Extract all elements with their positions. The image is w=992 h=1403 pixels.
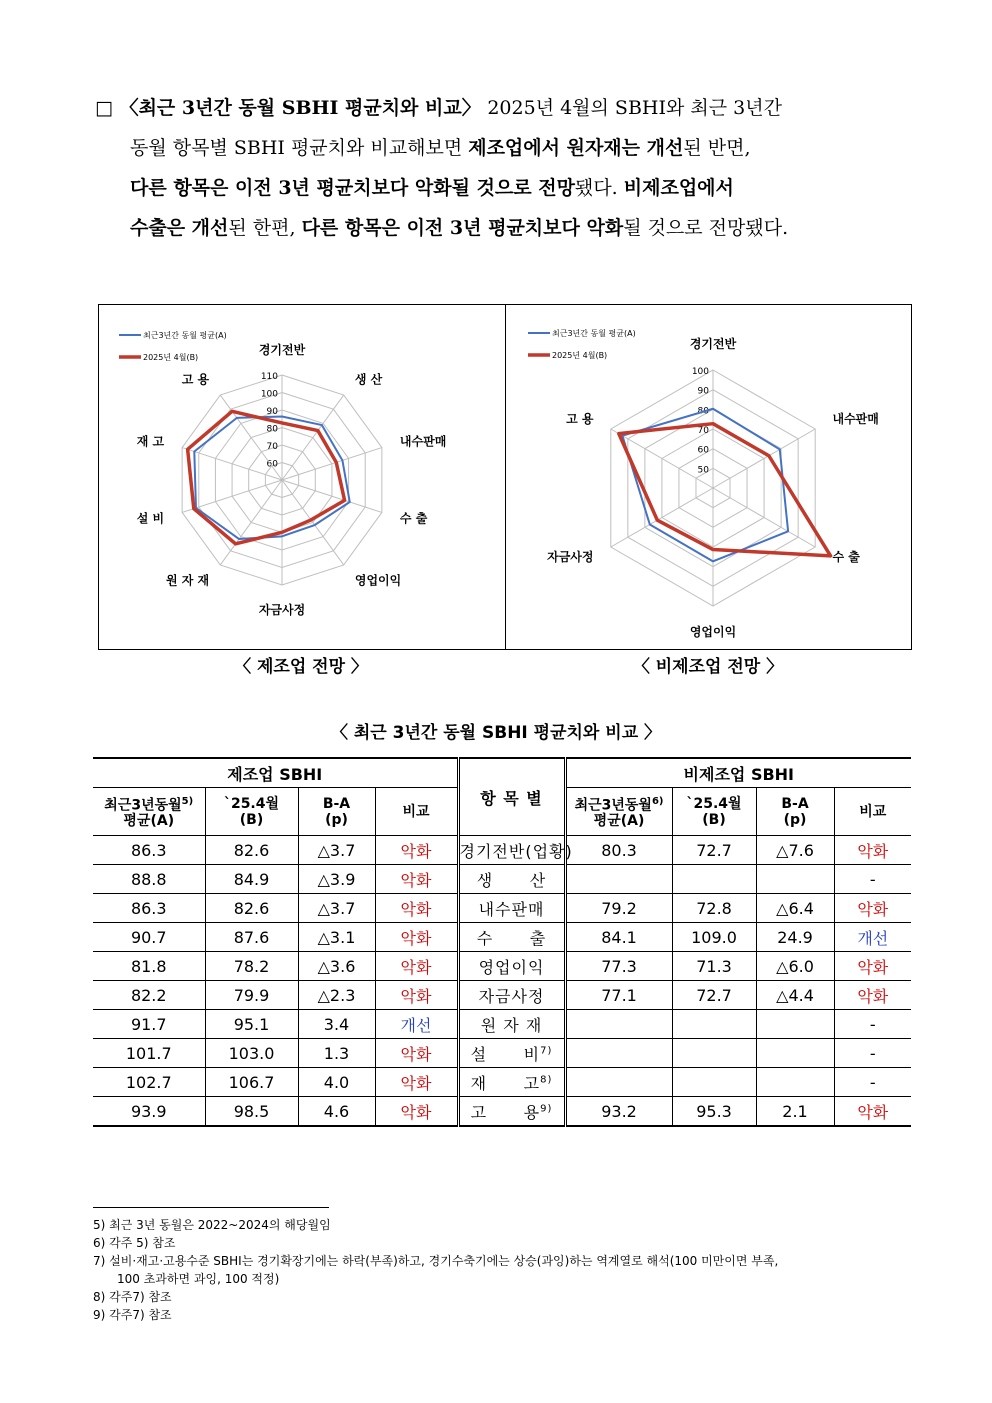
footnote-7: 7) 설비·재고·고용수준 SBHI는 경기확장기에는 하락(부족)하고, 경기수축기에는 상승(과잉)하는 역계열로 해석(100 미만이면 부족,	[93, 1254, 779, 1268]
table-row	[93, 1010, 911, 1039]
intro-emphasis: 수출은 개선	[130, 217, 229, 239]
footnote-ref: 7)	[540, 1045, 553, 1057]
footnote-8: 8) 각주7) 참조	[93, 1290, 172, 1304]
nonmfg-cur-cell	[672, 894, 756, 923]
intro-paragraph	[95, 88, 905, 248]
footnote-ref: 6)	[651, 795, 664, 807]
cell-text: 87.6	[233, 927, 270, 947]
mfg-avg-cell	[93, 836, 205, 865]
footnote-6: 6) 각주 5) 참조	[93, 1236, 176, 1250]
col-nonmfg-cmp: 비교	[834, 788, 911, 836]
nonmfg-cur-cell	[672, 865, 756, 894]
intro-text: 2025년 4월의 SBHI와 최근 3년간	[487, 97, 782, 119]
mfg-avg-cell	[93, 981, 205, 1010]
nonmfg-cmp-cell	[834, 894, 911, 923]
item-cell	[458, 1010, 565, 1039]
mfg-cmp-cell	[375, 952, 458, 981]
nonmfg-cmp-cell	[834, 836, 911, 865]
legend-label: 최근3년간 동월 평균(A)	[552, 329, 636, 338]
tick-label: 50	[697, 465, 709, 476]
cell-text: -	[869, 1072, 876, 1092]
cell-text: 개선	[400, 1015, 432, 1035]
mfg-diff-cell	[298, 1010, 375, 1039]
category-label: 생 산	[354, 372, 383, 387]
cell-text: △3.9	[317, 869, 356, 889]
nonmfg-cmp-cell	[834, 1039, 911, 1068]
intro-emphasis: 비제조업에서	[623, 177, 734, 199]
nonmfg-cur-cell	[672, 981, 756, 1010]
nonmfg-cur-cell	[672, 1068, 756, 1097]
nonmfg-avg-cell	[565, 894, 672, 923]
tick-label: 100	[691, 367, 709, 377]
item-cell	[458, 952, 565, 981]
mfg-cmp-cell	[375, 1068, 458, 1097]
cell-text: 103.0	[228, 1043, 275, 1063]
col-label: `25.4월	[686, 795, 742, 812]
col-nonmfg-diff	[756, 788, 834, 836]
mfg-diff-cell	[298, 865, 375, 894]
cell-text: 86.3	[130, 840, 167, 860]
category-label: 영업이익	[354, 573, 402, 588]
intro-text: 됐다.	[574, 177, 624, 199]
intro-line-2	[95, 128, 905, 168]
cell-text: 72.8	[696, 898, 732, 918]
manufacturing-chart-caption: 〈 제조업 전망 〉	[234, 657, 368, 677]
footnote-ref: 8)	[540, 1074, 553, 1086]
cell-text: 77.1	[601, 985, 637, 1005]
mfg-header: 제조업 SBHI	[93, 758, 458, 788]
mfg-diff-cell	[298, 1068, 375, 1097]
cell-text: △3.6	[317, 956, 356, 976]
category-label: 수 출	[832, 550, 860, 564]
col-label: `25.4월	[223, 795, 280, 812]
cell-text: 71.3	[696, 956, 732, 976]
cell-text: -	[869, 869, 876, 889]
cell-text: 86.3	[130, 898, 167, 918]
nonmfg-cur-cell	[672, 1039, 756, 1068]
cell-text: 95.3	[696, 1101, 732, 1121]
mfg-diff-cell	[298, 1097, 375, 1127]
col-label: B-A	[322, 795, 351, 812]
legend-label: 2025년 4월(B)	[143, 353, 199, 362]
category-label: 내수판매	[832, 412, 879, 426]
mfg-cur-cell	[205, 836, 298, 865]
series-line-current	[619, 424, 831, 556]
mfg-cur-cell	[205, 1010, 298, 1039]
mfg-avg-cell	[93, 894, 205, 923]
cell-text: 내수판매	[478, 899, 545, 919]
item-cell	[458, 923, 565, 952]
mfg-cur-cell	[205, 923, 298, 952]
mfg-diff-cell	[298, 1039, 375, 1068]
cell-text: 72.7	[696, 840, 732, 860]
nonmfg-cmp-cell	[834, 952, 911, 981]
cell-text: 원 자 재	[480, 1015, 543, 1035]
cell-text: △6.4	[776, 898, 814, 918]
nonmfg-header: 비제조업 SBHI	[565, 758, 911, 788]
radar-charts-frame	[98, 304, 912, 650]
grid-spoke	[282, 480, 344, 565]
col-label: B-A	[781, 795, 809, 812]
legend-label: 최근3년간 동월 평균(A)	[143, 331, 227, 340]
cell-text: 72.7	[696, 985, 732, 1005]
category-label: 수 출	[399, 511, 428, 526]
sbhi-comparison-table	[93, 757, 911, 1127]
cell-text: 102.7	[125, 1072, 172, 1092]
mfg-cmp-cell	[375, 865, 458, 894]
cell-text: 악화	[400, 841, 432, 861]
cell-text: 악화	[400, 899, 432, 919]
cell-text: 생 산	[476, 870, 547, 890]
mfg-diff-cell	[298, 836, 375, 865]
footnote-7-cont: 100 초과하면 과잉, 100 적정)	[117, 1272, 280, 1286]
nonmfg-cur-cell	[672, 1097, 756, 1127]
mfg-cmp-cell	[375, 923, 458, 952]
cell-text: 4.6	[323, 1101, 350, 1121]
mfg-cur-cell	[205, 981, 298, 1010]
mfg-cur-cell	[205, 865, 298, 894]
cell-text: 3.4	[323, 1014, 350, 1034]
item-cell	[458, 1097, 565, 1127]
mfg-cur-cell	[205, 952, 298, 981]
cell-text: -	[869, 1043, 876, 1063]
mfg-diff-cell	[298, 894, 375, 923]
nonmfg-diff-cell	[756, 865, 834, 894]
mfg-diff-cell	[298, 952, 375, 981]
cell-text: △3.7	[317, 840, 356, 860]
col-label: 평균(A)	[593, 813, 645, 830]
cell-text: 93.9	[130, 1101, 167, 1121]
footnote-9: 9) 각주7) 참조	[93, 1308, 172, 1322]
cell-text: 91.7	[130, 1014, 167, 1034]
cell-text: 자금사정	[478, 986, 545, 1006]
cell-text: 82.2	[130, 985, 167, 1005]
grid-spoke	[282, 395, 344, 480]
cell-text: 88.8	[130, 869, 167, 889]
intro-emphasis: 다른 항목은 이전 3년 평균치보다 악화될 것으로 전망	[130, 177, 575, 199]
mfg-avg-cell	[93, 1010, 205, 1039]
category-label: 자금사정	[258, 603, 306, 617]
cell-text: △3.7	[317, 898, 356, 918]
col-mfg-diff	[298, 788, 375, 836]
mfg-avg-cell	[93, 1039, 205, 1068]
cell-text: 79.9	[233, 985, 270, 1005]
table-title: 〈 최근 3년간 동월 SBHI 평균치와 비교 〉	[330, 723, 662, 743]
nonmfg-diff-cell	[756, 1039, 834, 1068]
grid-spoke	[220, 480, 282, 565]
intro-line-1	[95, 88, 905, 128]
cell-text: 악화	[400, 870, 432, 890]
col-mfg-cur	[205, 788, 298, 836]
category-label: 원 자 재	[165, 573, 210, 588]
col-label: (B)	[702, 811, 726, 828]
cell-text: 경기전반(업황)	[459, 841, 573, 861]
cell-text: 악화	[400, 928, 432, 948]
nonmfg-cur-cell	[672, 923, 756, 952]
footnote-ref: 9)	[540, 1103, 553, 1115]
cell-text: 79.2	[601, 898, 637, 918]
item-cell	[458, 836, 573, 865]
cell-text: 고 용	[470, 1102, 541, 1122]
footnote-separator	[93, 1207, 329, 1208]
item-cell	[458, 865, 565, 894]
tick-label: 110	[260, 372, 278, 382]
tick-label: 70	[697, 426, 709, 436]
cell-text: 84.1	[601, 927, 637, 947]
item-header: 항 목 별	[458, 758, 565, 836]
nonmfg-cmp-cell	[834, 1010, 911, 1039]
nonmfg-avg-cell	[565, 1039, 672, 1068]
nonmfg-avg-cell	[565, 865, 672, 894]
cell-text: 영업이익	[478, 957, 545, 977]
cell-text: 악화	[857, 841, 889, 861]
nonmfg-avg-cell	[565, 981, 672, 1010]
nonmfg-cur-cell	[672, 1010, 756, 1039]
col-mfg-avg	[93, 788, 205, 836]
mfg-cur-cell	[205, 1039, 298, 1068]
category-label: 자금사정	[547, 550, 594, 564]
intro-line-3	[95, 168, 905, 208]
item-cell	[458, 981, 565, 1010]
cell-text: 악화	[857, 986, 889, 1006]
intro-text: 될 것으로 전망됐다.	[623, 217, 789, 239]
table-row	[93, 1039, 911, 1068]
cell-text: 설 비	[470, 1044, 541, 1064]
footnote-5: 5) 최근 3년 동월은 2022~2024의 해당월임	[93, 1218, 331, 1232]
intro-text: 된 한편,	[228, 217, 302, 239]
cell-text: △4.4	[776, 985, 814, 1005]
col-label: (B)	[239, 811, 264, 828]
intro-text: 된 반면,	[683, 137, 751, 159]
intro-line-4	[95, 208, 905, 248]
cell-text: 수 출	[476, 928, 547, 948]
intro-emphasis: 다른 항목은 이전 3년 평균치보다 악화	[301, 217, 624, 239]
mfg-cur-cell	[205, 894, 298, 923]
cell-text: 개선	[857, 928, 889, 948]
table-row	[93, 865, 911, 894]
cell-text: 2.1	[782, 1101, 808, 1121]
tick-label: 60	[266, 459, 278, 470]
col-nonmfg-cur	[672, 788, 756, 836]
cell-text: 106.7	[228, 1072, 275, 1092]
cell-text: 1.3	[323, 1043, 350, 1063]
cell-text: △6.0	[776, 956, 814, 976]
item-cell	[458, 1039, 565, 1068]
nonmfg-avg-cell	[565, 923, 672, 952]
category-label: 영업이익	[689, 625, 737, 639]
cell-text: 4.0	[323, 1072, 350, 1092]
category-label: 설 비	[136, 511, 165, 526]
cell-text: 악화	[400, 986, 432, 1006]
intro-text: 동월 항목별 SBHI 평균치와 비교해보면	[130, 137, 469, 159]
cell-text: 78.2	[233, 956, 270, 976]
cell-text: 재 고	[470, 1073, 541, 1093]
mfg-cmp-cell	[375, 894, 458, 923]
table-body	[93, 836, 911, 1127]
non-manufacturing-chart-caption: 〈 비제조업 전망 〉	[632, 657, 784, 677]
table-row	[93, 1068, 911, 1097]
category-label: 고 용	[181, 372, 210, 387]
cell-text: 악화	[857, 1102, 889, 1122]
table-row	[93, 923, 911, 952]
col-label: 평균(A)	[123, 813, 175, 830]
nonmfg-diff-cell	[756, 836, 834, 865]
cell-text: 77.3	[601, 956, 637, 976]
footnote-ref: 5)	[181, 795, 194, 807]
nonmfg-diff-cell	[756, 1068, 834, 1097]
cell-text: △2.3	[317, 985, 356, 1005]
cell-text: 93.2	[601, 1101, 637, 1121]
col-label: (p)	[783, 811, 807, 828]
nonmfg-cmp-cell	[834, 865, 911, 894]
nonmfg-diff-cell	[756, 923, 834, 952]
nonmfg-avg-cell	[565, 1097, 672, 1127]
intro-emphasis: 제조업에서 원자재는 개선	[468, 137, 684, 159]
series-line-avg	[194, 416, 349, 539]
cell-text: 악화	[400, 1044, 432, 1064]
nonmfg-diff-cell	[756, 981, 834, 1010]
tick-label: 90	[697, 386, 709, 397]
non-manufacturing-radar-chart	[506, 305, 912, 649]
cell-text: -	[869, 1014, 876, 1034]
cell-text: 84.9	[233, 869, 270, 889]
footnotes	[93, 1216, 903, 1324]
mfg-cmp-cell	[375, 1097, 458, 1127]
col-label: 최근3년동월	[574, 797, 652, 814]
category-label: 고 용	[566, 412, 594, 426]
mfg-cmp-cell	[375, 981, 458, 1010]
manufacturing-radar-chart	[99, 305, 505, 649]
item-cell	[458, 1068, 565, 1097]
cell-text: 악화	[400, 1073, 432, 1093]
cell-text: 82.6	[233, 840, 270, 860]
cell-text: 악화	[857, 899, 889, 919]
category-label: 재 고	[136, 434, 165, 449]
nonmfg-cmp-cell	[834, 981, 911, 1010]
cell-text: △7.6	[776, 840, 814, 860]
category-label: 경기전반	[258, 343, 306, 357]
nonmfg-avg-cell	[565, 952, 672, 981]
mfg-cur-cell	[205, 1097, 298, 1127]
col-nonmfg-avg	[565, 788, 672, 836]
table-row	[93, 952, 911, 981]
mfg-avg-cell	[93, 1068, 205, 1097]
cell-text: 82.6	[233, 898, 270, 918]
nonmfg-cur-cell	[672, 836, 756, 865]
mfg-cmp-cell	[375, 1010, 458, 1039]
table-row	[93, 894, 911, 923]
col-label: (p)	[325, 811, 348, 828]
nonmfg-diff-cell	[756, 952, 834, 981]
legend-label: 2025년 4월(B)	[552, 351, 608, 360]
mfg-avg-cell	[93, 952, 205, 981]
col-label: 최근3년동월	[104, 797, 182, 814]
tick-label: 90	[266, 407, 278, 417]
nonmfg-avg-cell	[565, 1068, 672, 1097]
nonmfg-diff-cell	[756, 1097, 834, 1127]
tick-label: 100	[260, 389, 278, 400]
mfg-avg-cell	[93, 923, 205, 952]
mfg-cmp-cell	[375, 1039, 458, 1068]
nonmfg-cmp-cell	[834, 1097, 911, 1127]
nonmfg-avg-cell	[565, 1010, 672, 1039]
cell-text: 109.0	[691, 927, 737, 947]
table-row	[93, 1097, 911, 1127]
nonmfg-diff-cell	[756, 1010, 834, 1039]
mfg-avg-cell	[93, 1097, 205, 1127]
cell-text: 악화	[400, 957, 432, 977]
tick-label: 70	[266, 442, 278, 452]
cell-text: △3.1	[317, 927, 356, 947]
nonmfg-diff-cell	[756, 894, 834, 923]
cell-text: 98.5	[233, 1101, 270, 1121]
table-row	[93, 836, 911, 865]
mfg-cur-cell	[205, 1068, 298, 1097]
nonmfg-avg-cell	[565, 836, 672, 865]
table-row	[93, 981, 911, 1010]
mfg-diff-cell	[298, 981, 375, 1010]
cell-text: 24.9	[777, 927, 813, 947]
tick-label: 80	[697, 406, 709, 417]
nonmfg-cur-cell	[672, 952, 756, 981]
cell-text: 95.1	[233, 1014, 270, 1034]
cell-text: 81.8	[130, 956, 167, 976]
nonmfg-cmp-cell	[834, 1068, 911, 1097]
mfg-avg-cell	[93, 865, 205, 894]
tick-label: 60	[697, 445, 709, 456]
cell-text: 악화	[857, 957, 889, 977]
mfg-cmp-cell	[375, 836, 458, 865]
nonmfg-cmp-cell	[834, 923, 911, 952]
col-mfg-cmp: 비교	[375, 788, 458, 836]
cell-text: 101.7	[125, 1043, 172, 1063]
cell-text: 악화	[400, 1102, 432, 1122]
tick-label: 80	[266, 424, 278, 435]
cell-text: 80.3	[601, 840, 637, 860]
item-cell	[458, 894, 565, 923]
cell-text: 90.7	[130, 927, 167, 947]
mfg-diff-cell	[298, 923, 375, 952]
category-label: 내수판매	[399, 434, 447, 449]
intro-heading: □ 〈최근 3년간 동월 SBHI 평균치와 비교〉	[95, 97, 488, 119]
category-label: 경기전반	[689, 337, 737, 351]
